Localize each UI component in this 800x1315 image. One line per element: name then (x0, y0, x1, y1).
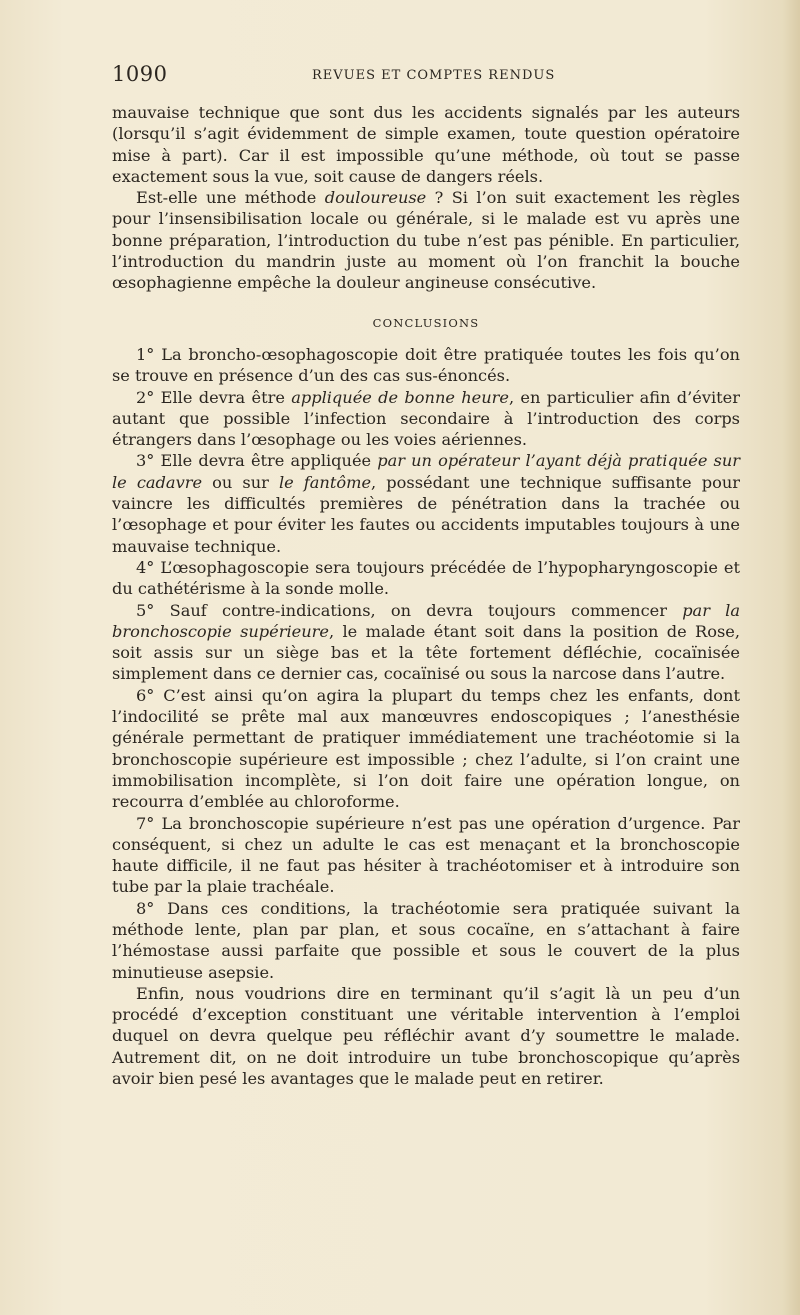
body-text (112, 102, 740, 1089)
conclusion-7: 7° La bronchoscopie supérieure n’est pas une opération d’urgence. Par conséquent, si chez un adulte le cas est menaçant et la bronchoscopie haute difficile, il ne faut pas hésiter à trachéotomiser et à introduire son tube par la plaie trachéale. (112, 813, 740, 897)
page-header (112, 62, 752, 92)
conclusion-3: 3° Elle devra être appliquée par un opérateur l’ayant déjà pratiquée sur le cadavre ou sur le fantôme, possédant une technique suffisante pour vaincre les difficultés premières de pénétration dans la trachée ou l’œsophage et pour éviter les fautes ou accidents imputables toujours à une mauvaise technique. (112, 451, 740, 556)
conclusions-heading: CONCLUSIONS (372, 315, 480, 330)
paragraph-douloureuse: Est-elle une méthode douloureuse ? Si l’on suit exactement les règles pour l’insensibilisation locale ou générale, si le malade est vu après une bonne préparation, l’introduction du tube n’est pas pénible. En particulier, l’introduction du mandrin juste au moment où l’on franchit la bouche œsophagienne empêche la douleur angineuse consécutive. (112, 188, 740, 293)
conclusion-2: 2° Elle devra être appliquée de bonne heure, en particulier afin d’éviter autant que possible l’infection secondaire à l’introduction des corps étrangers dans l’œsophage ou les voies aériennes. (112, 387, 741, 450)
conclusion-4: 4° L’œsophagoscopie sera toujours précédée de l’hypopharyngoscopie et du cathétérisme à la sonde molle. (112, 557, 740, 599)
page-number: 1090 (112, 62, 168, 86)
page-edge (782, 0, 800, 1315)
paragraph-intro: mauvaise technique que sont dus les accidents signalés par les auteurs (lorsqu’il s’agit évidemment de simple examen, toute question opératoire mise à part). Car il est impossible qu’une méthode, où tout se passe exactement sous la vue, soit cause de dangers réels. (112, 103, 740, 186)
conclusion-6: 6° C’est ainsi qu’on agira la plupart du temps chez les enfants, dont l’indocilité se prête mal aux manœuvres endoscopiques ; l’anesthésie générale permettant de pratiquer immédiatement une trachéotomie si la bronchoscopie supérieure est impossible ; chez l’adulte, si l’on craint une immobilisation incomplète, si l’on doit faire une opération longue, on recourra d’emblée au chloroforme. (112, 685, 740, 812)
closing-paragraph: Enfin, nous voudrions dire en terminant qu’il s’agit là un peu d’un procédé d’exception constituant une véritable intervention à l’emploi duquel on devra quelque peu réfléchir avant d’y soumettre le malade. Autrement dit, on ne doit introduire un tube bronchoscopique qu’après avoir bien pesé les avantages que le malade peut en retirer. (112, 983, 740, 1089)
running-title: REVUES ET COMPTES RENDUS (312, 68, 556, 83)
conclusion-5: 5° Sauf contre-indications, on devra toujours commencer par la bronchoscopie supérieure, le malade étant soit dans la position de Rose, soit assis sur un siège bas et la tête fortement défléchie, cocaïnisée simplement dans ce dernier cas, cocaïnisé ou sous la narcose dans l’autre. (112, 600, 740, 684)
conclusion-8: 8° Dans ces conditions, la trachéotomie sera pratiquée suivant la méthode lente, plan par plan, et sous cocaïne, en s’attachant à faire l’hémostase aussi parfaite que possible et sous le couvert de la plus minutieuse asepsie. (112, 898, 740, 982)
conclusion-1: 1° La broncho-œsophagoscopie doit être pratiquée toutes les fois qu’on se trouve en présence d’un des cas sus-énoncés. (112, 344, 740, 386)
